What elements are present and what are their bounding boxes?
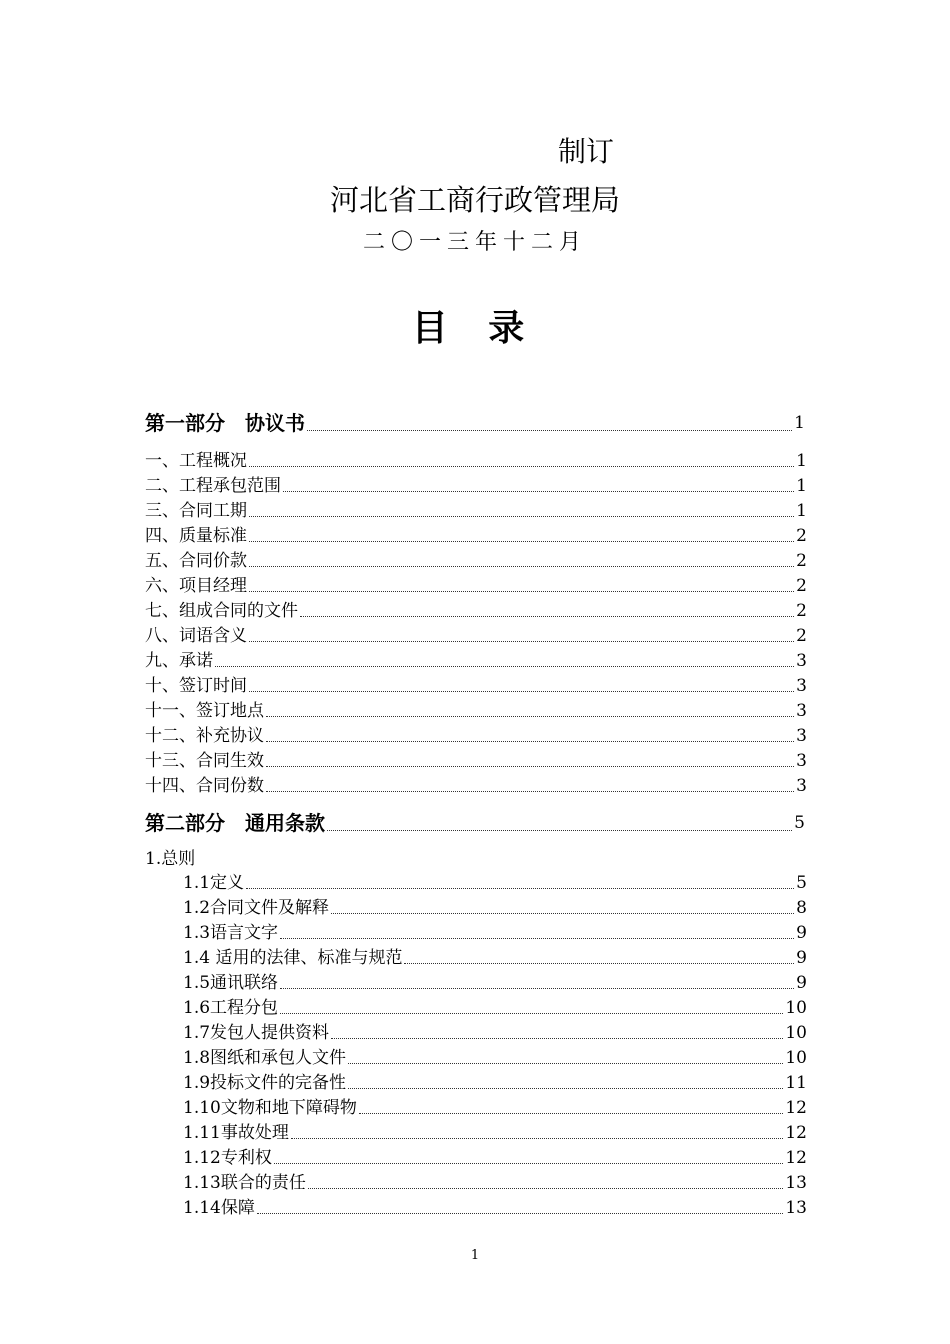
toc-entry[interactable] bbox=[183, 947, 807, 969]
toc-entry-label: 四、质量标准 bbox=[145, 526, 247, 546]
leader-dots bbox=[266, 715, 794, 717]
leader-dots bbox=[331, 1037, 783, 1039]
leader-dots bbox=[249, 590, 794, 592]
leader-dots bbox=[274, 1162, 784, 1164]
leader-dots bbox=[249, 565, 794, 567]
leader-dots bbox=[348, 1062, 783, 1064]
toc-page-number: 10 bbox=[785, 1048, 807, 1068]
toc-entry[interactable] bbox=[183, 1022, 807, 1044]
toc-entry[interactable] bbox=[183, 997, 807, 1019]
leader-dots bbox=[327, 829, 792, 831]
toc-page-number: 12 bbox=[785, 1123, 807, 1143]
toc-page-number: 8 bbox=[796, 898, 807, 918]
toc-page-number: 12 bbox=[785, 1148, 807, 1168]
leader-dots bbox=[249, 640, 794, 642]
leader-dots bbox=[348, 1087, 783, 1089]
leader-dots bbox=[249, 540, 794, 542]
toc-entry-label: 1.11事故处理 bbox=[183, 1123, 289, 1143]
toc-entry-label: 1.6工程分包 bbox=[183, 998, 279, 1018]
toc-page-number: 9 bbox=[796, 923, 807, 943]
toc-page-number: 10 bbox=[785, 998, 807, 1018]
toc-page-number: 3 bbox=[796, 751, 807, 771]
toc-entry-label: 三、合同工期 bbox=[145, 501, 247, 521]
toc-entry[interactable] bbox=[183, 1147, 807, 1169]
toc-part-1[interactable] bbox=[145, 410, 805, 436]
leader-dots bbox=[257, 1212, 784, 1214]
toc-entry-label: 1.12专利权 bbox=[183, 1148, 272, 1168]
toc-page-number: 13 bbox=[785, 1173, 807, 1193]
toc-page-number: 1 bbox=[796, 476, 807, 496]
leader-dots bbox=[300, 615, 794, 617]
toc-page-number: 9 bbox=[796, 948, 807, 968]
toc-entry[interactable] bbox=[183, 972, 807, 994]
toc-entry[interactable] bbox=[183, 1072, 807, 1094]
toc-entry-label: 1.4 适用的法律、标准与规范 bbox=[183, 948, 403, 968]
toc-part-label: 第二部分 通用条款 bbox=[145, 811, 325, 835]
toc-entry[interactable] bbox=[145, 600, 807, 622]
toc-entry[interactable] bbox=[145, 750, 807, 772]
leader-dots bbox=[249, 465, 794, 467]
toc-entry-label: 八、词语含义 bbox=[145, 626, 247, 646]
toc-entry[interactable] bbox=[145, 475, 807, 497]
toc-page-number: 11 bbox=[785, 1073, 807, 1093]
issuer-name: 河北省工商行政管理局 bbox=[329, 183, 620, 217]
toc-entry[interactable] bbox=[183, 1197, 807, 1219]
toc-entry-label: 五、合同价款 bbox=[145, 551, 247, 571]
toc-entry-label: 十四、合同份数 bbox=[145, 776, 264, 796]
toc-entry[interactable] bbox=[145, 450, 807, 472]
toc-entry-label: 1.1定义 bbox=[183, 873, 245, 893]
toc-entry-label: 1.3语言文字 bbox=[183, 923, 279, 943]
leader-dots bbox=[283, 490, 794, 492]
toc-entry[interactable] bbox=[145, 500, 807, 522]
toc-entry[interactable] bbox=[145, 775, 807, 797]
toc-entry[interactable] bbox=[183, 1047, 807, 1069]
leader-dots bbox=[280, 987, 794, 989]
toc-entry[interactable] bbox=[145, 700, 807, 722]
leader-dots bbox=[404, 962, 794, 964]
leader-dots bbox=[331, 912, 794, 914]
toc-entry-label: 1.9投标文件的完备性 bbox=[183, 1073, 347, 1093]
toc-entry[interactable] bbox=[183, 897, 807, 919]
toc-page-number: 3 bbox=[796, 726, 807, 746]
toc-entry-label: 七、组成合同的文件 bbox=[145, 601, 298, 621]
toc-entry-label: 1.14保障 bbox=[183, 1198, 255, 1218]
toc-entry[interactable] bbox=[183, 872, 807, 894]
leader-dots bbox=[266, 790, 794, 792]
leader-dots bbox=[308, 1187, 784, 1189]
leader-dots bbox=[280, 937, 794, 939]
toc-entry-label: 1.2合同文件及解释 bbox=[183, 898, 330, 918]
toc-entry-label: 十二、补充协议 bbox=[145, 726, 264, 746]
toc-page-number: 1 bbox=[796, 501, 807, 521]
toc-page-number: 3 bbox=[796, 776, 807, 796]
toc-entry[interactable] bbox=[183, 1097, 807, 1119]
toc-page-number: 2 bbox=[796, 601, 807, 621]
toc-entry[interactable] bbox=[183, 1172, 807, 1194]
leader-dots bbox=[291, 1137, 784, 1139]
toc-entry[interactable] bbox=[145, 575, 807, 597]
toc-page-number: 2 bbox=[796, 576, 807, 596]
toc-entry-label: 一、工程概况 bbox=[145, 451, 247, 471]
toc-entry-label: 十一、签订地点 bbox=[145, 701, 264, 721]
toc-page-number: 10 bbox=[785, 1023, 807, 1043]
toc-page-number: 3 bbox=[796, 676, 807, 696]
toc-entry-label: 1.13联合的责任 bbox=[183, 1173, 306, 1193]
toc-entry-label: 1.5通讯联络 bbox=[183, 973, 279, 993]
leader-dots bbox=[249, 515, 794, 517]
toc-entry-label: 二、工程承包范围 bbox=[145, 476, 281, 496]
leader-dots bbox=[266, 765, 794, 767]
issuer-action: 制订 bbox=[558, 135, 615, 168]
toc-page-number: 3 bbox=[796, 651, 807, 671]
toc-entry[interactable] bbox=[145, 650, 807, 672]
toc-entry-label: 九、承诺 bbox=[145, 651, 213, 671]
issue-date: 二〇一三年十二月 bbox=[362, 230, 587, 255]
toc-page-number: 3 bbox=[796, 701, 807, 721]
leader-dots bbox=[280, 1012, 783, 1014]
leader-dots bbox=[359, 1112, 784, 1114]
leader-dots bbox=[215, 665, 794, 667]
toc-page-number: 13 bbox=[785, 1198, 807, 1218]
toc-entry-label: 六、项目经理 bbox=[145, 576, 247, 596]
toc-part-label: 第一部分 协议书 bbox=[145, 411, 305, 435]
toc-entry[interactable] bbox=[183, 1122, 807, 1144]
toc-entry[interactable] bbox=[145, 675, 807, 697]
toc-part-2[interactable] bbox=[145, 810, 805, 836]
toc-entry-label: 十三、合同生效 bbox=[145, 751, 264, 771]
leader-dots bbox=[307, 429, 792, 431]
toc-page-number: 2 bbox=[796, 526, 807, 546]
toc-entry[interactable] bbox=[145, 625, 807, 647]
toc-page-number: 2 bbox=[796, 551, 807, 571]
leader-dots bbox=[246, 887, 794, 889]
toc-page-number: 5 bbox=[796, 873, 807, 893]
toc-entry-label: 1.8图纸和承包人文件 bbox=[183, 1048, 347, 1068]
toc-page-number: 9 bbox=[796, 973, 807, 993]
toc-entry[interactable] bbox=[183, 922, 807, 944]
toc-page-number: 1 bbox=[796, 451, 807, 471]
toc-page-number: 1 bbox=[794, 413, 805, 433]
toc-entry[interactable] bbox=[145, 525, 807, 547]
toc-page-number: 2 bbox=[796, 626, 807, 646]
toc-entry[interactable] bbox=[145, 725, 807, 747]
leader-dots bbox=[249, 690, 794, 692]
toc-section-1[interactable]: 1.总则 bbox=[145, 849, 196, 869]
toc-entry-label: 1.10文物和地下障碍物 bbox=[183, 1098, 357, 1118]
toc-entry-label: 1.7发包人提供资料 bbox=[183, 1023, 330, 1043]
toc-entry-label: 十、签订时间 bbox=[145, 676, 247, 696]
toc-page-number: 12 bbox=[785, 1098, 807, 1118]
page-number: 1 bbox=[470, 1248, 480, 1263]
toc-entry[interactable] bbox=[145, 550, 807, 572]
toc-page-number: 5 bbox=[794, 813, 805, 833]
toc-title: 目 录 bbox=[411, 308, 539, 349]
leader-dots bbox=[266, 740, 794, 742]
